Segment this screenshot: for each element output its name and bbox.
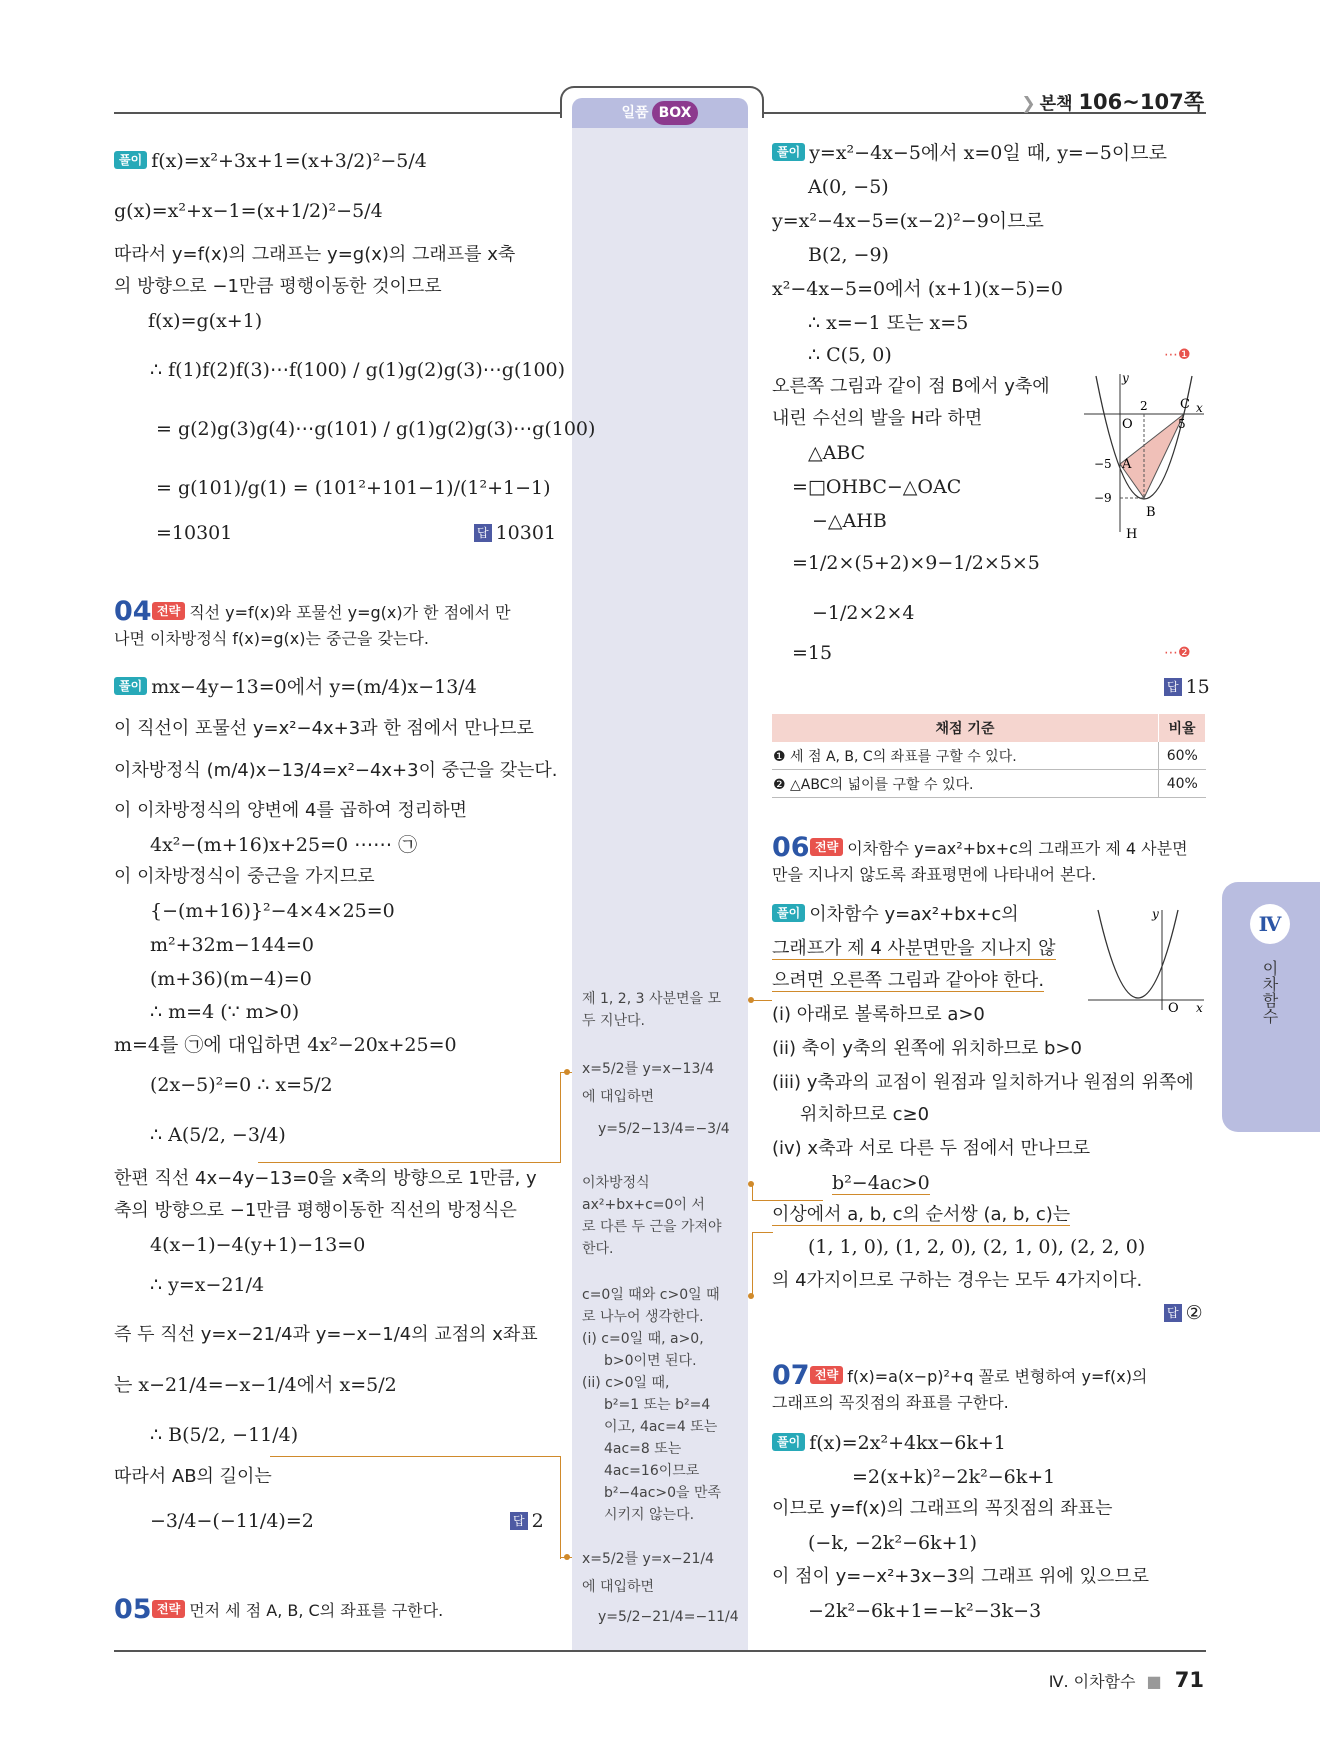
sol-line: 풀이 f(x)=2x²+4kx−6k+1 [772, 1428, 1006, 1458]
sol-line: 이 이차방정식의 양변에 4를 곱하여 정리하면 [114, 800, 468, 821]
problem-number: 04 [114, 596, 152, 627]
connector-line [258, 1072, 561, 1163]
sol-line: =2(x+k)²−2k²−6k+1 [852, 1466, 1056, 1488]
sol-badge: 풀이 [772, 143, 805, 161]
sol-line: = g(2)g(3)g(4)⋯g(101) / g(1)g(2)g(3)⋯g(100) [156, 418, 596, 440]
problem-number: 07 [772, 1360, 810, 1391]
strategy: 전략 먼저 세 점 A, B, C의 좌표를 구한다. [152, 1598, 443, 1624]
header-rule-left [114, 112, 564, 114]
side-note: b>0이면 된다. [604, 1353, 697, 1369]
answer: 답 15 [1164, 672, 1210, 702]
sol-line: ∴ B(5/2, −11/4) [150, 1424, 299, 1446]
sol-line: =1/2×(5+2)×9−1/2×5×5 [792, 552, 1040, 574]
label-2: 2 [1140, 399, 1148, 413]
side-note: b²−4ac>0을 만족 [604, 1485, 722, 1501]
sol-line: 한편 직선 4x−4y−13=0을 x축의 방향으로 1만큼, y [114, 1168, 537, 1189]
side-note: ax²+bx+c=0이 서 [582, 1197, 705, 1213]
sol-line: (i) 아래로 볼록하므로 a>0 [772, 1004, 985, 1025]
problem-number: 06 [772, 832, 810, 863]
sol-line: −3/4−(−11/4)=2 [150, 1510, 314, 1532]
sol-line: m²+32m−144=0 [150, 934, 314, 956]
side-note: 에 대입하면 [582, 1089, 655, 1105]
sol-line: 이상에서 a, b, c의 순서쌍 (a, b, c)는 [772, 1204, 1071, 1225]
answer-badge: 답 [474, 524, 492, 542]
page-reference [1021, 86, 1204, 116]
sol-line: B(2, −9) [808, 244, 889, 266]
sol-line: 이 이차방정식이 중근을 가지므로 [114, 866, 375, 887]
side-note: y=5/2−13/4=−3/4 [598, 1121, 730, 1137]
criterion-mark: ⋯❷ [1164, 645, 1191, 661]
side-note: 4ac=8 또는 [604, 1441, 682, 1457]
side-note: b²=1 또는 b²=4 [604, 1397, 711, 1413]
sol-line: 즉 두 직선 y=x−21/4과 y=−x−1/4의 교점의 x좌표 [114, 1324, 538, 1345]
sol-line: 이차방정식 (m/4)x−13/4=x²−4x+3이 중근을 갖는다. [114, 760, 558, 781]
strategy-badge: 전략 [810, 1366, 843, 1384]
sol-line: ∴ C(5, 0) [808, 344, 892, 366]
scoring-table [772, 714, 1206, 798]
sol-line: (iii) y축과의 교점이 원점과 일치하거나 원점의 위쪽에 [772, 1072, 1194, 1093]
sol-line: (1, 1, 0), (1, 2, 0), (2, 1, 0), (2, 2, 0) [808, 1236, 1146, 1258]
sol-line: g(x)=x²+x−1=(x+1/2)²−5/4 [114, 200, 383, 222]
sol-line: (m+36)(m−4)=0 [150, 968, 312, 990]
side-note: x=5/2를 y=x−21/4 [582, 1551, 714, 1567]
sol-line: 그래프가 제 4 사분면만을 지나지 않 [772, 938, 1056, 959]
side-note: 4ac=16이므로 [604, 1463, 700, 1479]
connector-dot [564, 1554, 570, 1560]
page-number: 71 [1174, 1668, 1204, 1692]
sol-line: 풀이 f(x)=x²+3x+1=(x+3/2)²−5/4 [114, 146, 427, 176]
sol-line: 풀이 mx−4y−13=0에서 y=(m/4)x−13/4 [114, 672, 477, 702]
sol-line: 따라서 y=f(x)의 그래프는 y=g(x)의 그래프를 x축 [114, 244, 516, 265]
label-x: x [1196, 1001, 1203, 1014]
sol-line: A(0, −5) [808, 176, 889, 198]
sol-badge: 풀이 [772, 904, 805, 922]
strategy: 만을 지나지 않도록 좌표평면에 나타내어 본다. [772, 865, 1097, 884]
sol-line: △ABC [808, 442, 866, 464]
sol-line: (2x−5)²=0 ∴ x=5/2 [150, 1074, 333, 1096]
sol-line: m=4를 ㉠에 대입하면 4x²−20x+25=0 [114, 1034, 457, 1056]
connector-dot [748, 1293, 754, 1299]
ref-pages: 106~107쪽 [1078, 90, 1204, 114]
sol-line: (−k, −2k²−6k+1) [808, 1532, 978, 1554]
label-neg5: −5 [1094, 457, 1112, 471]
sol-line: −1/2×2×4 [812, 602, 915, 624]
table-cell: ❷ △ABC의 넓이를 구할 수 있다. [772, 770, 1159, 798]
criterion-mark: ⋯❶ [1164, 347, 1191, 363]
sol-line: 이 직선이 포물선 y=x²−4x+3과 한 점에서 만나므로 [114, 718, 534, 739]
strategy: 전략 이차함수 y=ax²+bx+c의 그래프가 제 4 사분면 [810, 836, 1188, 862]
table-header: 비율 [1159, 714, 1206, 742]
connector-line [752, 1184, 823, 1201]
side-note: 이고, 4ac=4 또는 [604, 1419, 718, 1435]
sol-line: {−(m+16)}²−4×4×25=0 [150, 900, 395, 922]
page-footer [1049, 1668, 1204, 1692]
box-label: 일품 [621, 105, 649, 121]
connector-dot [748, 1181, 754, 1187]
strategy: 전략 f(x)=a(x−p)²+q 꼴로 변형하여 y=f(x)의 [810, 1364, 1147, 1390]
side-note: 두 지난다. [582, 1013, 645, 1029]
sol-badge: 풀이 [114, 151, 147, 169]
chapter-side-tab[interactable] [1222, 882, 1320, 1132]
problem-number: 05 [114, 1594, 152, 1625]
table-cell: 40% [1159, 770, 1206, 798]
label-neg9: −9 [1094, 491, 1112, 505]
answer: 답 2 [510, 1506, 544, 1536]
sol-line: =15 [792, 642, 833, 664]
sol-line: (iv) x축과 서로 다른 두 점에서 만나므로 [772, 1138, 1091, 1159]
label-o: O [1168, 1001, 1179, 1014]
label-y: y [1152, 907, 1159, 921]
footer-rule [114, 1650, 1206, 1652]
table-cell: 60% [1159, 742, 1206, 770]
side-note: 제 1, 2, 3 사분면을 모 [582, 991, 722, 1007]
chapter-roman-badge: Ⅳ [1250, 904, 1290, 944]
label-c: C [1180, 397, 1190, 412]
answer-badge: 답 [1164, 678, 1182, 696]
sol-line: 4(x−1)−4(y+1)−13=0 [150, 1234, 366, 1256]
label-b: B [1146, 505, 1156, 520]
sol-line: ∴ x=−1 또는 x=5 [808, 312, 969, 334]
sol-line: 의 4가지이므로 구하는 경우는 모두 4가지이다. [772, 1270, 1143, 1291]
sol-line: 이므로 y=f(x)의 그래프의 꼭짓점의 좌표는 [772, 1498, 1113, 1519]
side-note: 로 나누어 생각한다. [582, 1309, 704, 1325]
sol-line: 4x²−(m+16)x+25=0 ⋯⋯ ㉠ [150, 834, 418, 856]
sol-line: =□OHBC−△OAC [792, 476, 962, 498]
label-y: y [1122, 372, 1129, 385]
sol-badge: 풀이 [772, 1433, 805, 1451]
label-a: A [1122, 457, 1132, 472]
sol-line: (ii) 축이 y축의 왼쪽에 위치하므로 b>0 [772, 1038, 1082, 1059]
sol-line: b²−4ac>0 [832, 1172, 930, 1194]
sol-line: 는 x−21/4=−x−1/4에서 x=5/2 [114, 1374, 397, 1396]
table-header: 채점 기준 [772, 714, 1159, 742]
box-circle: BOX [652, 101, 699, 125]
sol-line: 내린 수선의 발을 H라 하면 [772, 408, 983, 429]
answer-badge: 답 [510, 1512, 528, 1530]
sol-line: ∴ A(5/2, −3/4) [150, 1124, 286, 1146]
connector-line [270, 1456, 561, 1559]
label-h: H [1126, 527, 1138, 542]
footer-separator: ■ [1146, 1672, 1162, 1691]
answer: 답 ② [1164, 1298, 1203, 1328]
strategy: 나면 이차방정식 f(x)=g(x)는 중근을 갖는다. [114, 629, 429, 648]
sol-line: 오른쪽 그림과 같이 점 B에서 y축에 [772, 376, 1050, 397]
sol-line: 따라서 AB의 길이는 [114, 1466, 272, 1487]
sol-line: 풀이 이차함수 y=ax²+bx+c의 [772, 900, 1019, 930]
side-note: (ii) c>0일 때, [582, 1375, 670, 1391]
strategy: 그래프의 꼭짓점의 좌표를 구한다. [772, 1393, 1009, 1412]
table-cell: ❶ 세 점 A, B, C의 좌표를 구할 수 있다. [772, 742, 1159, 770]
parabola-graph [1086, 906, 1208, 1014]
label-o: O [1122, 417, 1133, 432]
label-x: x [1196, 401, 1203, 415]
sol-line: 위치하므로 c≥0 [800, 1104, 930, 1125]
sol-line: ∴ m=4 (∵ m>0) [150, 1001, 300, 1023]
sol-line: = g(101)/g(1) = (101²+101−1)/(1²+1−1) [156, 477, 551, 499]
side-note: 이차방정식 [582, 1175, 650, 1191]
parabola-triangle-graph [1082, 372, 1208, 542]
sol-line: −2k²−6k+1=−k²−3k−3 [808, 1600, 1042, 1622]
sol-badge: 풀이 [114, 677, 147, 695]
side-note: y=5/2−21/4=−11/4 [598, 1609, 739, 1625]
chapter-side-title: 이차함수 [1260, 960, 1279, 1024]
strategy-badge: 전략 [152, 602, 185, 620]
sol-line: 축의 방향으로 −1만큼 평행이동한 직선의 방정식은 [114, 1200, 517, 1221]
box-header [572, 98, 748, 128]
side-note: 시키지 않는다. [604, 1507, 695, 1523]
side-note: x=5/2를 y=x−13/4 [582, 1061, 714, 1077]
strategy-badge: 전략 [152, 1600, 185, 1618]
strategy: 전략 직선 y=f(x)와 포물선 y=g(x)가 한 점에서 만 [152, 600, 511, 626]
sol-line: x²−4x−5=0에서 (x+1)(x−5)=0 [772, 278, 1063, 300]
sol-line: 으려면 오른쪽 그림과 같아야 한다. [772, 970, 1045, 991]
sol-line: 이 점이 y=−x²+3x−3의 그래프 위에 있으므로 [772, 1566, 1150, 1587]
sol-line: f(x)=g(x+1) [148, 310, 263, 332]
ref-prefix: 본책 [1039, 94, 1073, 114]
sol-line: =10301 [156, 522, 233, 544]
answer-badge: 답 [1164, 1304, 1182, 1322]
connector-dot [748, 997, 754, 1003]
sol-line: 의 방향으로 −1만큼 평행이동한 것이므로 [114, 276, 442, 297]
side-note: c=0일 때와 c>0일 때 [582, 1287, 720, 1303]
parabola-curve [1098, 910, 1178, 998]
sol-line: −△AHB [812, 510, 887, 532]
chevron-right-icon: ❯ [1021, 94, 1036, 114]
connector-line [752, 1232, 773, 1297]
sol-line: ∴ y=x−21/4 [150, 1274, 265, 1296]
strategy-badge: 전략 [810, 838, 843, 856]
sol-line: y=x²−4x−5=(x−2)²−9이므로 [772, 210, 1044, 232]
label-5: 5 [1178, 417, 1186, 431]
side-note: (i) c=0일 때, a>0, [582, 1331, 704, 1347]
side-note: 한다. [582, 1241, 614, 1257]
sol-line: 풀이 y=x²−4x−5에서 x=0일 때, y=−5이므로 [772, 138, 1167, 168]
footer-chapter: Ⅳ. 이차함수 [1048, 1672, 1136, 1691]
side-note: 에 대입하면 [582, 1579, 655, 1595]
connector-line [752, 1000, 772, 1001]
connector-line [560, 1072, 572, 1073]
side-note: 로 다른 두 근을 가져야 [582, 1219, 722, 1235]
answer: 답 10301 [474, 518, 556, 548]
sol-line: ∴ f(1)f(2)f(3)⋯f(100) / g(1)g(2)g(3)⋯g(100) [150, 359, 566, 381]
